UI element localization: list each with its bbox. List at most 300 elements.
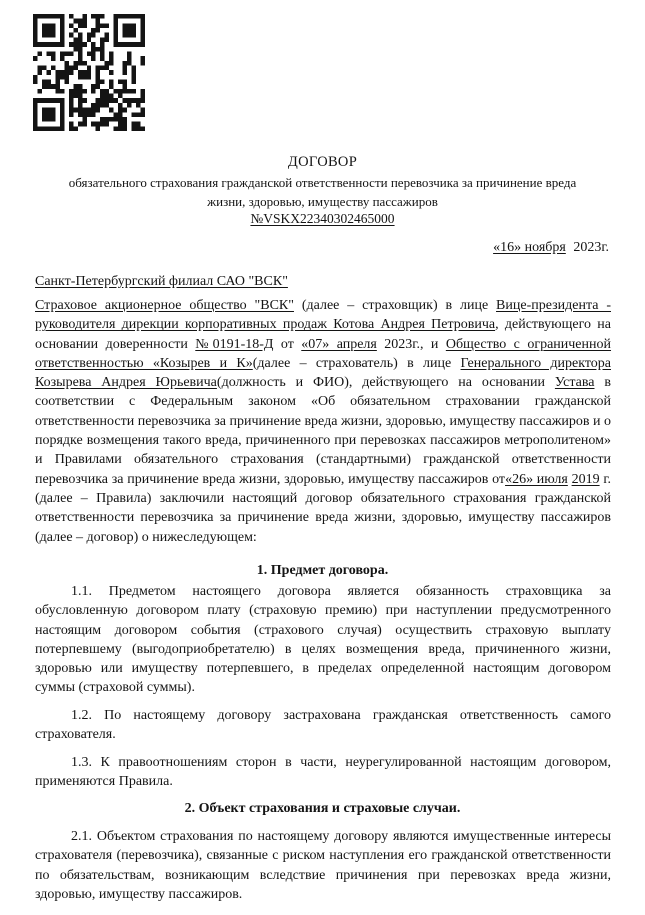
insured-name: Общество с ограниченной ответственностью «Козырев и К»	[35, 336, 612, 371]
qr-module	[64, 75, 68, 80]
qr-module	[118, 103, 122, 108]
qr-module	[60, 117, 64, 122]
qr-module	[118, 122, 122, 127]
qr-module	[100, 23, 104, 28]
qr-module	[96, 19, 100, 24]
qr-code-icon	[33, 14, 145, 131]
qr-module	[55, 84, 59, 89]
qr-module	[100, 89, 104, 94]
qr-module	[123, 80, 127, 85]
qr-module	[100, 37, 104, 42]
qr-module	[87, 51, 91, 56]
qr-module	[55, 70, 59, 75]
qr-module	[73, 94, 77, 99]
qr-module	[105, 122, 109, 127]
qr-module	[73, 47, 77, 52]
qr-module	[78, 61, 82, 66]
qr-module	[60, 23, 64, 28]
power-of-attorney-number: №0191-18-Д	[195, 336, 274, 352]
qr-module	[109, 80, 113, 85]
subtitle-line-2: жизни, здоровью, имуществу пассажиров	[207, 194, 438, 209]
qr-module	[114, 112, 118, 117]
qr-module	[118, 108, 122, 113]
qr-module	[42, 126, 46, 131]
qr-module	[127, 98, 131, 103]
qr-module	[51, 33, 55, 38]
qr-module	[123, 28, 127, 33]
qr-module	[51, 28, 55, 33]
qr-module	[51, 108, 55, 113]
qr-module	[37, 42, 41, 47]
contract-number	[0, 211, 645, 227]
qr-module	[105, 94, 109, 99]
qr-module	[78, 108, 82, 113]
qr-module	[96, 70, 100, 75]
qr-module	[55, 89, 59, 94]
qr-module	[60, 56, 64, 61]
qr-module	[60, 33, 64, 38]
qr-module	[127, 23, 131, 28]
insurer-representative: Вице-президента - руководителя дирекции корпоративных продаж Котова Андрея Петровича	[35, 298, 611, 333]
qr-module	[64, 65, 68, 70]
intro-text-1: (далее – страховщик) в лице	[293, 298, 497, 313]
qr-module	[132, 33, 136, 38]
qr-module	[96, 126, 100, 131]
qr-module	[123, 126, 127, 131]
qr-module	[78, 98, 82, 103]
qr-module	[141, 37, 145, 42]
qr-module	[100, 47, 104, 52]
qr-module	[96, 103, 100, 108]
qr-module	[78, 51, 82, 56]
qr-module	[114, 42, 118, 47]
qr-module	[96, 98, 100, 103]
qr-module	[78, 103, 82, 108]
qr-module	[100, 122, 104, 127]
qr-module	[69, 23, 73, 28]
qr-module	[114, 37, 118, 42]
qr-module	[123, 89, 127, 94]
qr-module	[46, 117, 50, 122]
charter-basis: Устава	[554, 375, 595, 391]
qr-module	[42, 42, 46, 47]
qr-module	[78, 19, 82, 24]
qr-module	[46, 108, 50, 113]
qr-module	[141, 33, 145, 38]
qr-module	[33, 98, 37, 103]
qr-module	[42, 14, 46, 19]
qr-module	[78, 23, 82, 28]
qr-module	[73, 19, 77, 24]
qr-module	[132, 75, 136, 80]
qr-module	[87, 75, 91, 80]
qr-module	[87, 33, 91, 38]
qr-module	[33, 56, 37, 61]
qr-module	[123, 14, 127, 19]
qr-module	[82, 112, 86, 117]
qr-module	[91, 122, 95, 127]
qr-module	[51, 23, 55, 28]
qr-module	[91, 51, 95, 56]
qr-module	[46, 112, 50, 117]
qr-module	[51, 42, 55, 47]
qr-module	[127, 51, 131, 56]
qr-module	[42, 33, 46, 38]
qr-module	[91, 56, 95, 61]
qr-module	[33, 126, 37, 131]
qr-module	[46, 33, 50, 38]
qr-module	[60, 126, 64, 131]
qr-module	[33, 75, 37, 80]
qr-module	[69, 65, 73, 70]
contract-number-value: №VSKX22340302465000	[250, 211, 395, 226]
qr-module	[46, 51, 50, 56]
qr-module	[73, 84, 77, 89]
qr-module	[127, 14, 131, 19]
qr-module	[42, 23, 46, 28]
qr-module	[33, 122, 37, 127]
qr-module	[109, 70, 113, 75]
qr-module	[132, 122, 136, 127]
qr-module	[141, 61, 145, 66]
qr-module	[82, 23, 86, 28]
qr-module	[109, 98, 113, 103]
qr-module	[33, 33, 37, 38]
qr-module	[60, 14, 64, 19]
qr-module	[123, 108, 127, 113]
qr-module	[123, 98, 127, 103]
qr-module	[82, 89, 86, 94]
qr-module	[141, 94, 145, 99]
contract-date	[493, 240, 609, 256]
qr-module	[87, 112, 91, 117]
qr-module	[37, 70, 41, 75]
qr-module	[132, 80, 136, 85]
qr-module	[109, 117, 113, 122]
qr-module	[37, 126, 41, 131]
power-of-attorney-year: 2023г.	[376, 336, 420, 352]
qr-module	[123, 117, 127, 122]
qr-module	[109, 84, 113, 89]
qr-module	[51, 84, 55, 89]
qr-module	[136, 122, 140, 127]
clause-2-1: 2.1. Объектом страхования по настоящему договору являются имущественные интересы страхователя (перевозчика), связанные с риском наступления его гражданской ответственности по обязательствам, возникающим вследствие причинения при перевозках вреда жизни, здоровью, имуществу пассажиров.	[35, 829, 611, 902]
qr-module	[78, 122, 82, 127]
qr-module	[78, 84, 82, 89]
qr-module	[141, 56, 145, 61]
qr-module	[33, 103, 37, 108]
qr-module	[91, 84, 95, 89]
qr-module	[127, 42, 131, 47]
qr-module	[118, 126, 122, 131]
qr-module	[118, 42, 122, 47]
qr-module	[82, 117, 86, 122]
qr-module	[114, 23, 118, 28]
qr-module	[46, 14, 50, 19]
qr-module	[141, 42, 145, 47]
clause-1-2: 1.2. По настоящему договору застрахована гражданская ответственность самого страхователя.	[35, 708, 611, 743]
qr-module	[96, 14, 100, 19]
qr-module	[87, 37, 91, 42]
qr-module	[96, 75, 100, 80]
qr-module	[42, 84, 46, 89]
qr-module	[141, 28, 145, 33]
section-2-heading: 2. Объект страхования и страховые случаи.	[184, 801, 461, 816]
document-title: ДОГОВОР	[287, 154, 358, 170]
qr-module	[127, 28, 131, 33]
branch-name-text: Санкт-Петербургский филиал САО "ВСК"	[35, 274, 288, 289]
qr-module	[136, 112, 140, 117]
subtitle-line-1: обязательного страхования гражданской ответственности перевозчика за причинение вреда	[68, 175, 577, 190]
qr-module	[136, 126, 140, 131]
contract-date-year: 2023г.	[573, 240, 609, 255]
qr-module	[91, 33, 95, 38]
qr-module	[100, 42, 104, 47]
qr-module	[141, 98, 145, 103]
qr-module	[64, 80, 68, 85]
qr-module	[78, 112, 82, 117]
qr-module	[60, 89, 64, 94]
qr-module	[96, 122, 100, 127]
qr-module	[33, 28, 37, 33]
intro-text-7: в соответствии с Федеральным законом «Об обязательном страховании гражданской ответственности перевозчика за причинение вреда жизни, здоровью, имуществу пассажиров и о порядке возмещения такого вреда, причиненного при перевозках пассажиров метрополитеном» и Правилами обязательного страхования (стандартными) гражданской ответственности перевозчика за причинение вреда жизни, здоровью, имуществу пассажиров от	[35, 375, 611, 487]
qr-module	[105, 33, 109, 38]
qr-module	[51, 56, 55, 61]
qr-module	[118, 112, 122, 117]
qr-module	[82, 42, 86, 47]
qr-module	[114, 98, 118, 103]
qr-module	[60, 112, 64, 117]
qr-module	[33, 19, 37, 24]
qr-module	[82, 61, 86, 66]
qr-module	[141, 19, 145, 24]
qr-module	[132, 70, 136, 75]
qr-module	[105, 117, 109, 122]
qr-module	[37, 98, 41, 103]
qr-module	[82, 70, 86, 75]
qr-module	[60, 108, 64, 113]
qr-module	[51, 51, 55, 56]
qr-module	[46, 126, 50, 131]
qr-module	[123, 122, 127, 127]
qr-module	[69, 70, 73, 75]
qr-module	[46, 98, 50, 103]
qr-module	[51, 98, 55, 103]
qr-module	[60, 75, 64, 80]
qr-module	[109, 61, 113, 66]
qr-module	[42, 117, 46, 122]
qr-module	[91, 28, 95, 33]
qr-module	[60, 37, 64, 42]
qr-module	[78, 70, 82, 75]
qr-module	[60, 28, 64, 33]
qr-module	[100, 94, 104, 99]
clause-1-3: 1.3. К правоотношениям сторон в части, неурегулированной настоящим договором, применяются Правила.	[35, 755, 611, 790]
qr-module	[60, 19, 64, 24]
qr-module	[123, 42, 127, 47]
qr-module	[33, 37, 37, 42]
qr-module	[141, 126, 145, 131]
qr-module	[73, 61, 77, 66]
qr-module	[118, 80, 122, 85]
qr-module	[64, 51, 68, 56]
qr-module	[114, 117, 118, 122]
qr-module	[42, 28, 46, 33]
qr-module	[91, 108, 95, 113]
intro-text-6: (должность и ФИО), действующего на основании	[216, 375, 555, 391]
qr-module	[105, 37, 109, 42]
qr-module	[114, 89, 118, 94]
qr-module	[91, 14, 95, 19]
qr-module	[55, 75, 59, 80]
qr-module	[100, 65, 104, 70]
qr-module	[69, 14, 73, 19]
qr-module	[33, 23, 37, 28]
qr-module	[136, 42, 140, 47]
qr-module	[118, 117, 122, 122]
qr-module	[105, 89, 109, 94]
qr-module	[127, 103, 131, 108]
qr-module	[37, 89, 41, 94]
qr-module	[96, 84, 100, 89]
qr-module	[109, 108, 113, 113]
qr-module	[141, 89, 145, 94]
qr-module	[123, 33, 127, 38]
qr-module	[82, 75, 86, 80]
qr-module	[69, 51, 73, 56]
qr-module	[55, 14, 59, 19]
qr-module	[82, 108, 86, 113]
qr-module	[132, 89, 136, 94]
qr-module	[73, 37, 77, 42]
qr-module	[37, 65, 41, 70]
qr-module	[64, 70, 68, 75]
qr-module	[118, 14, 122, 19]
intro-text-8: г. (далее – Правила) заключили настоящий договор обязательного страхования гражданской ответственности перевозчика за причинение вреда жизни, здоровью, имуществу пассажиров (далее – договор) о нижеследующем:	[35, 471, 612, 545]
qr-module	[60, 103, 64, 108]
qr-module	[42, 98, 46, 103]
qr-module	[123, 61, 127, 66]
qr-module	[73, 108, 77, 113]
rules-year: 2019	[571, 471, 600, 487]
qr-module	[91, 42, 95, 47]
qr-module	[132, 28, 136, 33]
qr-module	[123, 70, 127, 75]
qr-module	[127, 61, 131, 66]
qr-module	[55, 80, 59, 85]
qr-module	[96, 108, 100, 113]
intro-text-2: , действующего на основании доверенности	[35, 317, 611, 352]
qr-module	[69, 126, 73, 131]
qr-module	[46, 70, 50, 75]
qr-module	[123, 84, 127, 89]
qr-module	[69, 33, 73, 38]
qr-module	[33, 14, 37, 19]
qr-module	[105, 103, 109, 108]
qr-module	[141, 112, 145, 117]
qr-module	[132, 126, 136, 131]
qr-module	[109, 94, 113, 99]
qr-module	[141, 108, 145, 113]
qr-module	[114, 33, 118, 38]
contract-date-day: «16» ноября	[493, 240, 566, 255]
qr-module	[60, 70, 64, 75]
qr-module	[78, 56, 82, 61]
qr-module	[78, 75, 82, 80]
qr-module	[123, 65, 127, 70]
qr-module	[141, 14, 145, 19]
qr-module	[96, 65, 100, 70]
qr-module	[33, 112, 37, 117]
qr-module	[109, 56, 113, 61]
qr-module	[127, 56, 131, 61]
qr-module	[118, 94, 122, 99]
qr-module	[100, 117, 104, 122]
qr-module	[42, 108, 46, 113]
qr-module	[60, 42, 64, 47]
qr-module	[96, 47, 100, 52]
qr-module	[100, 103, 104, 108]
qr-module	[55, 98, 59, 103]
qr-module	[109, 51, 113, 56]
qr-module	[73, 65, 77, 70]
rules-date: «26» июля	[505, 471, 568, 487]
intro-paragraph	[35, 296, 611, 547]
qr-module	[51, 126, 55, 131]
qr-module	[96, 23, 100, 28]
qr-module	[136, 98, 140, 103]
document-subtitle	[0, 173, 645, 211]
qr-module	[42, 80, 46, 85]
qr-module	[136, 14, 140, 19]
qr-module	[132, 14, 136, 19]
qr-module	[132, 112, 136, 117]
qr-module	[78, 47, 82, 52]
qr-module	[60, 51, 64, 56]
qr-module	[51, 112, 55, 117]
qr-module	[37, 51, 41, 56]
qr-module	[46, 42, 50, 47]
qr-module	[96, 28, 100, 33]
qr-module	[141, 23, 145, 28]
qr-module	[69, 122, 73, 127]
qr-module	[114, 14, 118, 19]
qr-module	[46, 80, 50, 85]
qr-module	[127, 33, 131, 38]
qr-module	[33, 108, 37, 113]
qr-module	[33, 117, 37, 122]
qr-module	[51, 14, 55, 19]
qr-module	[69, 112, 73, 117]
qr-module	[105, 98, 109, 103]
qr-module	[78, 42, 82, 47]
qr-module	[60, 98, 64, 103]
qr-module	[64, 61, 68, 66]
qr-module	[69, 94, 73, 99]
qr-module	[132, 23, 136, 28]
intro-text-4: , и	[419, 336, 446, 352]
qr-module	[73, 28, 77, 33]
qr-module	[123, 23, 127, 28]
intro-text-5: (далее – страхователь) в лице	[252, 355, 461, 371]
qr-module	[42, 65, 46, 70]
qr-module	[51, 65, 55, 70]
qr-module	[82, 98, 86, 103]
qr-module	[91, 103, 95, 108]
insurer-name: Страховое акционерное общество "ВСК"	[35, 298, 294, 313]
qr-module	[37, 14, 41, 19]
qr-module	[114, 126, 118, 131]
